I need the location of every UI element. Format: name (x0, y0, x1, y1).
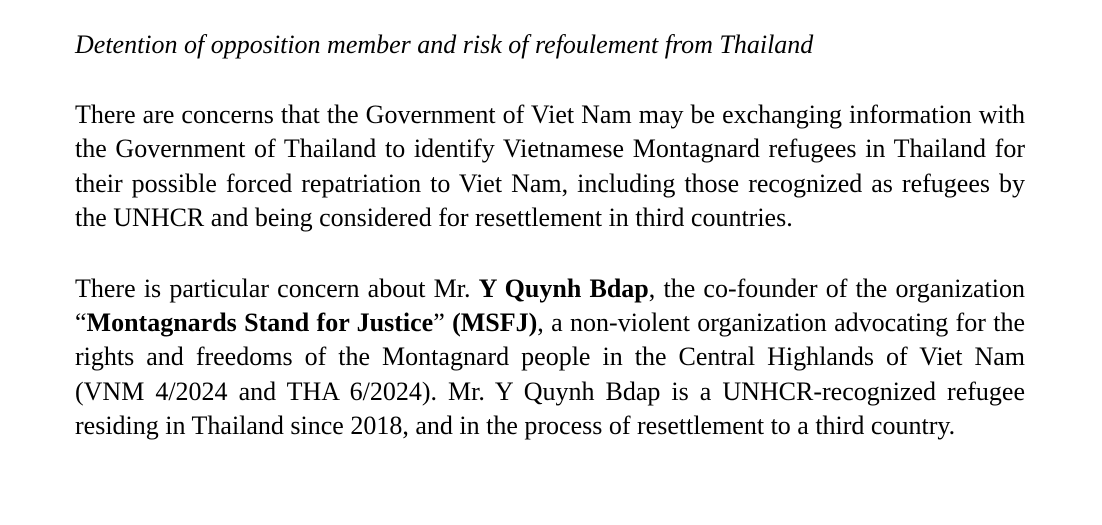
document-page (75, 28, 1025, 444)
paragraph-concerns: There are concerns that the Government of Viet Nam may be exchanging information with the Government of Thailand to identify Vietnamese Montagnard refugees in Thailand for their possible forced repatriation to Viet Nam, including those recognized as refugees by the UNHCR and being considered for resettlement in third countries. (75, 100, 1025, 233)
paragraph-text-3: ” (433, 308, 453, 338)
paragraph-text-2: , the co-founder of the organization “ (75, 273, 1025, 338)
organization-name: Montagnards Stand for Justice (86, 308, 434, 338)
person-name: Y Quynh Bdap (478, 273, 649, 303)
organization-abbreviation: (MSFJ) (452, 308, 538, 338)
section-heading: Detention of opposition member and risk of refoulement from Thailand (75, 30, 814, 59)
paragraph-text-1: There is particular concern about Mr. (75, 273, 479, 303)
paragraph-particular-concern (75, 272, 1025, 444)
paragraph-text-4: , a non-violent organization advocating for the rights and freedoms of the Montagnard people in the Central Highlands of Viet Nam (VNM 4/2024 and THA 6/2024). Mr. Y Quynh Bdap is a UNHCR-recognized refugee residing in Thailand since 2018, and in the process of resettlement to a third country. (75, 308, 1025, 441)
